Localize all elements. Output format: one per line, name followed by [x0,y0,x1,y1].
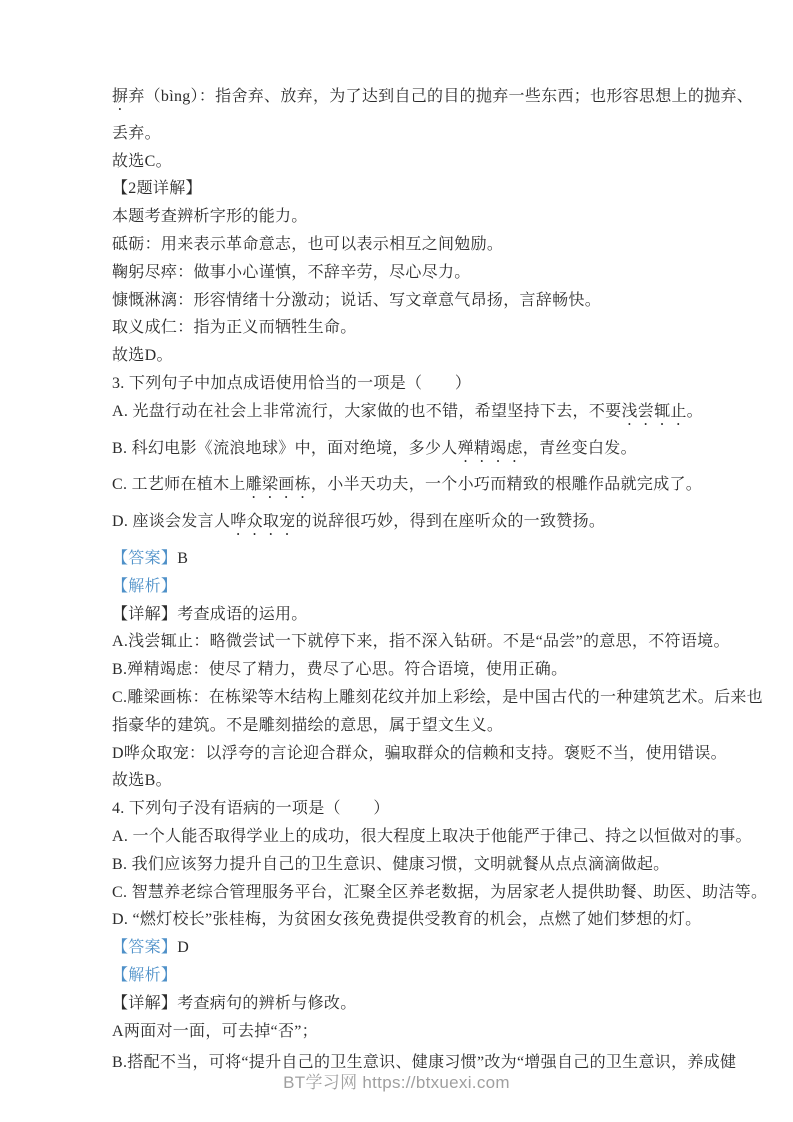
body-text: 指豪华的建筑。不是雕刻描绘的意思，属于望文生义。 [112,716,504,734]
text-line [112,347,718,364]
text-line [112,292,718,309]
body-text: A. 光盘行动在社会上非常流行，大家做的也不错，希望坚持下去，不要 [112,402,622,420]
emphasized-text: 浅尝辄止 [621,402,687,420]
text-line [112,772,718,789]
text-line [112,476,718,502]
body-text: ，小半天功夫，一个小巧而精致的根雕作品就完成了。 [310,476,703,494]
body-text: C.雕梁画栋：在栋梁等木结构上雕刻花纹并加上彩绘，是中国古代的一种建筑艺术。后来也 [112,688,763,706]
text-line [112,375,718,392]
text-line [112,88,754,114]
text-line [112,661,718,678]
text-line [112,1023,718,1040]
emphasized-text: 哗众取宠 [230,513,296,531]
body-text: 【详解】考查成语的运用。 [112,605,308,623]
page-footer [0,1068,793,1093]
label-text: 【答案】 [112,549,178,567]
body-text: B. 科幻电影《流浪地球》中，面对绝境，多少人 [112,439,458,457]
body-text: ，青丝变白发。 [522,439,637,457]
body-text: 故选C。 [112,152,172,170]
text-line [112,208,718,225]
text-line [112,319,718,336]
text-line [112,236,718,253]
body-text: B.殚精竭虑：使尽了精力，费尽了心思。符合语境，使用正确。 [112,661,568,679]
body-text: C. 工艺师在植木上 [112,476,246,494]
body-text: 。 [686,402,703,420]
body-text: 故选B。 [112,772,172,790]
text-line [112,995,718,1012]
text-line [112,633,730,651]
footer-watermark: BT学习网 https://btxuexi.com [283,1073,510,1092]
body-text: 弃（bìng）：指舍弃、放弃，为了达到自己的目的抛弃一些东西；也形容思想上的抛弃、 [128,88,754,105]
body-text: 【详解】考查病句的辨析与修改。 [112,994,357,1012]
text-line [112,125,718,142]
text-line [112,513,718,539]
body-text: 的说辞很巧妙，得到在座听众的一致赞扬。 [295,513,606,531]
text-line [112,744,727,762]
body-text: B [177,549,189,567]
text-line [112,578,718,595]
text-line [112,883,768,901]
body-text: A. 一个人能否取得学业上的成功，很大程度上取决于他能严于律己、持之以恒做对的事。 [112,827,752,845]
text-line [112,180,718,197]
body-text: 3. 下列句子中加点成语使用恰当的一项是（ ） [112,374,472,392]
body-text: 丢弃。 [112,124,161,142]
text-line [112,827,752,845]
body-text: 本题考查辨析字形的能力。 [112,208,308,226]
emphasized-text: 雕梁画栋 [245,476,311,494]
body-text: 【2题详解】 [112,180,202,198]
text-line [112,911,718,928]
body-text: 4. 下列句子没有语病的一项是（ ） [112,800,390,818]
body-text: 慷慨淋漓：形容情绪十分激动；说话、写文章意气昂扬，言辞畅快。 [112,291,602,309]
body-text: 故选D。 [112,347,173,365]
text-line [112,264,718,281]
body-text: D [177,939,190,957]
body-text: 鞠躬尽瘁：做事小心谨慎，不辞辛劳，尽心尽力。 [112,263,471,281]
body-text: B. 我们应该努力提升自己的卫生意识、健康习惯，文明就餐从点点滴滴做起。 [112,855,670,873]
label-text: 【答案】 [112,939,178,957]
body-text: C. 智慧养老综合管理服务平台，汇聚全区养老数据，为居家老人提供助餐、助医、助洁等。 [112,883,768,901]
text-line [112,153,718,170]
text-line [112,939,718,956]
body-text: D. “燃灯校长”张桂梅，为贫困女孩免费提供受教育的机会，点燃了她们梦想的灯。 [112,911,702,929]
text-line [112,440,718,466]
body-text: B.搭配不当，可将“提升自己的卫生意识、健康习惯”改为“增强自己的卫生意识，养成健 [112,1053,737,1071]
text-line [112,800,718,817]
body-text: D哗众取宠：以浮夸的言论迎合群众，骗取群众的信赖和支持。褒贬不当，使用错误。 [112,744,727,762]
label-text: 【解析】 [112,966,178,984]
body-text: D. 座谈会发言人 [112,513,231,531]
text-line [112,967,718,984]
body-text: A两面对一面，可去掉“否”； [112,1022,318,1040]
text-line [112,717,718,734]
text-line [112,606,718,623]
text-line [112,856,718,873]
text-line [112,550,718,567]
label-text: 【解析】 [112,577,178,595]
document-body [112,88,768,1081]
body-text: 取义成仁：指为正义而牺牲生命。 [112,319,357,337]
body-text: A.浅尝辄止：略微尝试一下就停下来，指不深入钻研。不是“品尝”的意思，不符语境。 [112,633,730,651]
text-line [112,403,718,429]
emphasized-text: 摒 [112,88,129,105]
text-line [112,688,763,706]
emphasized-text: 殚精竭虑 [457,439,523,457]
body-text: 砥砺：用来表示革命意志，也可以表示相互之间勉励。 [112,235,504,253]
